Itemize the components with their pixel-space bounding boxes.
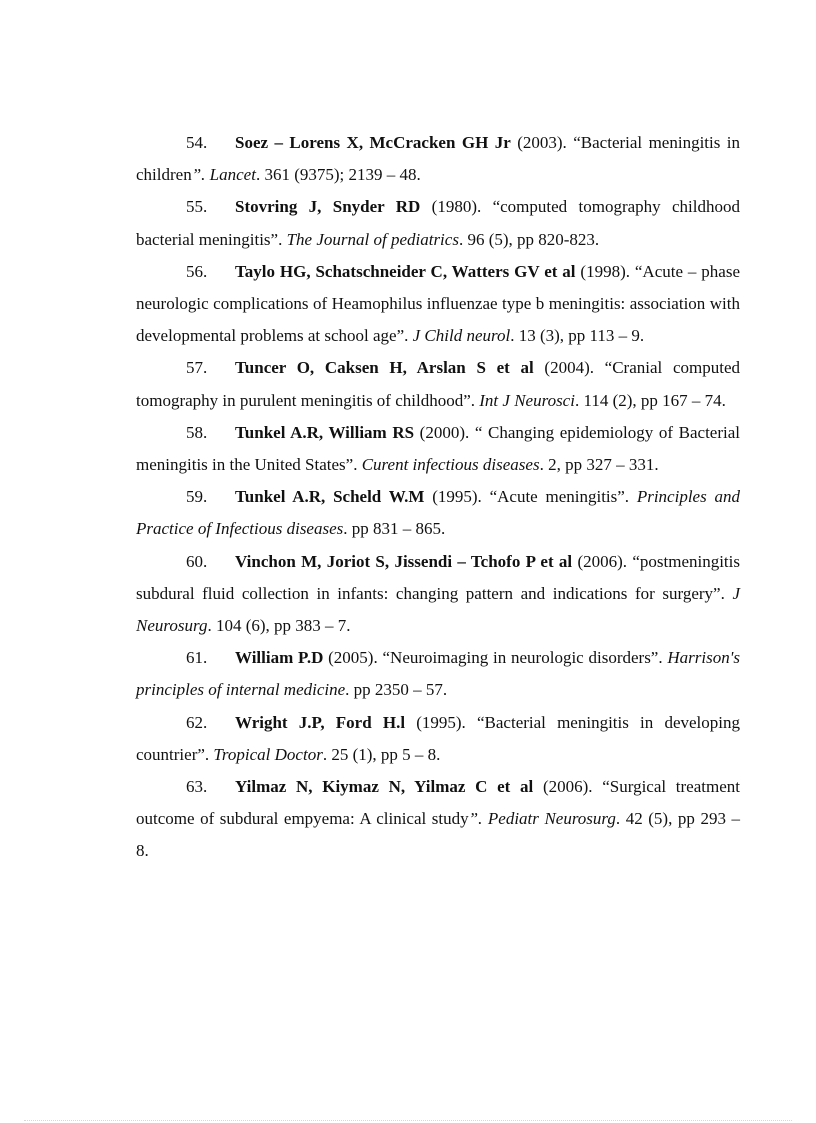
reference-details: . 25 (1), pp 5 – 8.: [322, 744, 441, 764]
reference-journal: Curent infectious diseases: [361, 455, 540, 475]
reference-year-title: (1995). “Bacterial meningitis in developing countrier”.: [136, 712, 740, 764]
reference-details: . 2, pp 327 – 331.: [539, 455, 659, 475]
reference-item: [136, 546, 740, 643]
reference-year-title: (2006). “postmeningitis subdural fluid collection in infants: changing pattern and indications for surgery”.: [136, 551, 740, 603]
reference-authors: Yilmaz N, Kiymaz N, Yilmaz C et al: [235, 777, 534, 797]
reference-year-title: (1998). “Acute – phase neurologic complications of Heamophilus influenzae type b meningitis: association with developmental problems at school age”.: [136, 261, 740, 346]
reference-journal: Int J Neurosci: [479, 390, 575, 410]
reference-journal: Principles and Practice of Infectious diseases: [136, 487, 740, 539]
reference-journal: ”. Lancet: [191, 165, 256, 185]
reference-journal: The Journal of pediatrics: [286, 229, 459, 249]
reference-number: 63.: [186, 777, 208, 797]
reference-authors: Soez – Lorens X, McCracken GH Jr: [235, 133, 511, 152]
reference-item: [136, 707, 740, 771]
reference-journal: Harrison's principles of internal medicine: [136, 648, 740, 700]
reference-details: . 96 (5), pp 820-823.: [458, 229, 600, 249]
reference-number: 59.: [186, 487, 208, 507]
reference-year-title: (2003). “Bacterial meningitis in children: [136, 133, 741, 185]
reference-details: . 104 (6), pp 383 – 7.: [207, 616, 351, 636]
reference-number: 54.: [186, 133, 208, 152]
reference-item: [136, 771, 740, 868]
reference-number: 55.: [186, 197, 208, 217]
reference-item: [136, 127, 740, 191]
reference-authors: Tunkel A.R, William RS: [235, 422, 415, 442]
reference-number: 62.: [186, 712, 208, 732]
reference-journal: Tropical Doctor: [213, 744, 323, 764]
reference-journal: J Neurosurg: [136, 583, 740, 636]
reference-year-title: (1995). “Acute meningitis”.: [424, 487, 637, 507]
reference-number: 58.: [186, 422, 208, 442]
reference-authors: Tunkel A.R, Scheld W.M: [235, 487, 425, 507]
reference-details: . 13 (3), pp 113 – 9.: [510, 326, 645, 346]
reference-year-title: (2005). “Neuroimaging in neurologic disorders”.: [323, 648, 668, 668]
reference-details: . 114 (2), pp 167 – 74.: [574, 390, 726, 410]
reference-year-title: (2004). “Cranial computed tomography in purulent meningitis of childhood”.: [136, 358, 740, 410]
reference-year-title: (2006). “Surgical treatment outcome of subdural empyema: A clinical study: [136, 777, 740, 829]
reference-number: 61.: [186, 648, 208, 668]
reference-journal: ”. Pediatr Neurosurg: [468, 809, 616, 829]
reference-authors: Wright J.P, Ford H.l: [235, 712, 406, 732]
reference-list: [136, 127, 740, 868]
reference-authors: Stovring J, Snyder RD: [235, 197, 421, 217]
page-bottom-divider: [24, 1120, 792, 1121]
reference-item: [136, 256, 740, 353]
reference-journal: J Child neurol: [412, 326, 511, 346]
reference-details: . 361 (9375); 2139 – 48.: [255, 165, 421, 185]
reference-number: 57.: [186, 358, 208, 378]
reference-item: [136, 191, 740, 255]
reference-authors: Tuncer O, Caksen H, Arslan S et al: [235, 358, 534, 378]
reference-authors: William P.D: [235, 648, 324, 668]
reference-item: [136, 417, 740, 481]
reference-details: . pp 2350 – 57.: [345, 680, 448, 700]
reference-item: [136, 642, 740, 706]
reference-year-title: (2000). “ Changing epidemiology of Bacterial meningitis in the United States”.: [136, 422, 740, 475]
reference-details: . 42 (5), pp 293 – 8.: [136, 809, 741, 861]
reference-number: 60.: [186, 551, 208, 571]
reference-item: [136, 352, 740, 416]
reference-year-title: (1980). “computed tomography childhood bacterial meningitis”.: [136, 197, 740, 249]
reference-details: . pp 831 – 865.: [343, 519, 446, 539]
reference-item: [136, 481, 740, 545]
reference-authors: Vinchon M, Joriot S, Jissendi – Tchofo P et al: [235, 551, 573, 571]
reference-authors: Taylo HG, Schatschneider C, Watters GV et al: [235, 261, 576, 281]
reference-number: 56.: [186, 261, 208, 281]
